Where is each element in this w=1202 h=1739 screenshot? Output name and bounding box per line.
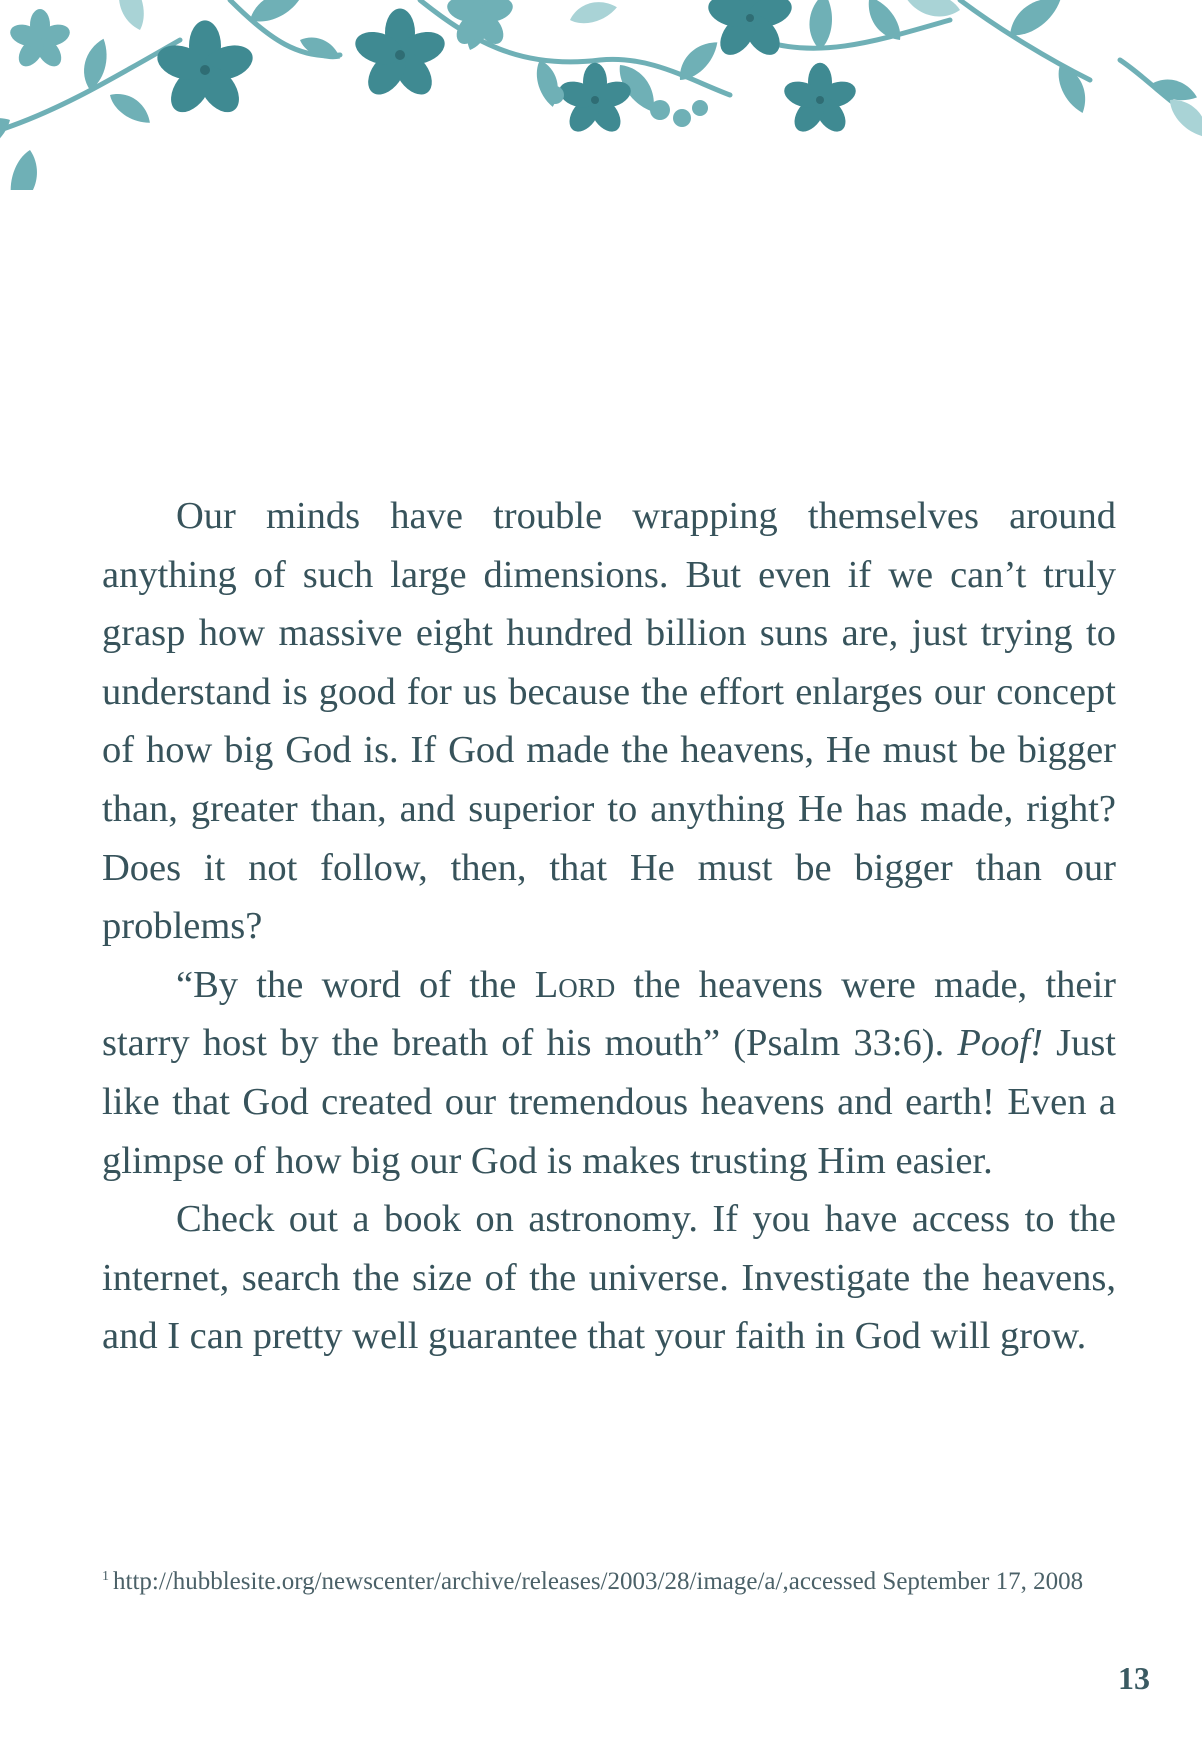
footnote-marker: 1: [102, 1569, 109, 1584]
paragraph-2-quote-start: “By the word of the: [176, 963, 535, 1006]
paragraph-2-ending: Just like that God created our tremendous heavens and earth! Even a glimpse of how big our God is makes trusting Him easier.: [102, 1022, 1116, 1182]
paragraph-1: Our minds have trouble wrapping themselves around anything of such large dimensions. But even if we can’t truly grasp how massive eight hundred billion suns are, just trying to understand is good for us because the effort enlarges our concept of how big God is. If God made the heavens, He must be bigger than, greater than, and superior to anything He has made, right? Does it not follow, then, that He must be bigger than our problems?: [102, 495, 1116, 948]
paragraph-2-quote-rest: the heavens were made, their starry host by the breath of his mouth” (Psalm 33:6).: [102, 963, 1116, 1065]
poof-emphasis: Poof!: [957, 1022, 1043, 1065]
paragraph-2: [102, 956, 1116, 1190]
page-number: 13: [1118, 1660, 1150, 1696]
body-text: [102, 487, 1116, 1366]
footnote-text: http://hubblesite.org/newscenter/archive/releases/2003/28/image/a/,accessed September 17, 2008: [113, 1568, 1084, 1595]
floral-border-decoration: [0, 0, 1202, 190]
paragraph-3: Check out a book on astronomy. If you have access to the internet, search the size of the universe. Investigate the heavens, and I can pretty well guarantee that your faith in God will grow.: [102, 1198, 1116, 1358]
footnote: [102, 1560, 1112, 1599]
lord-smallcaps: Lord: [534, 963, 616, 1006]
